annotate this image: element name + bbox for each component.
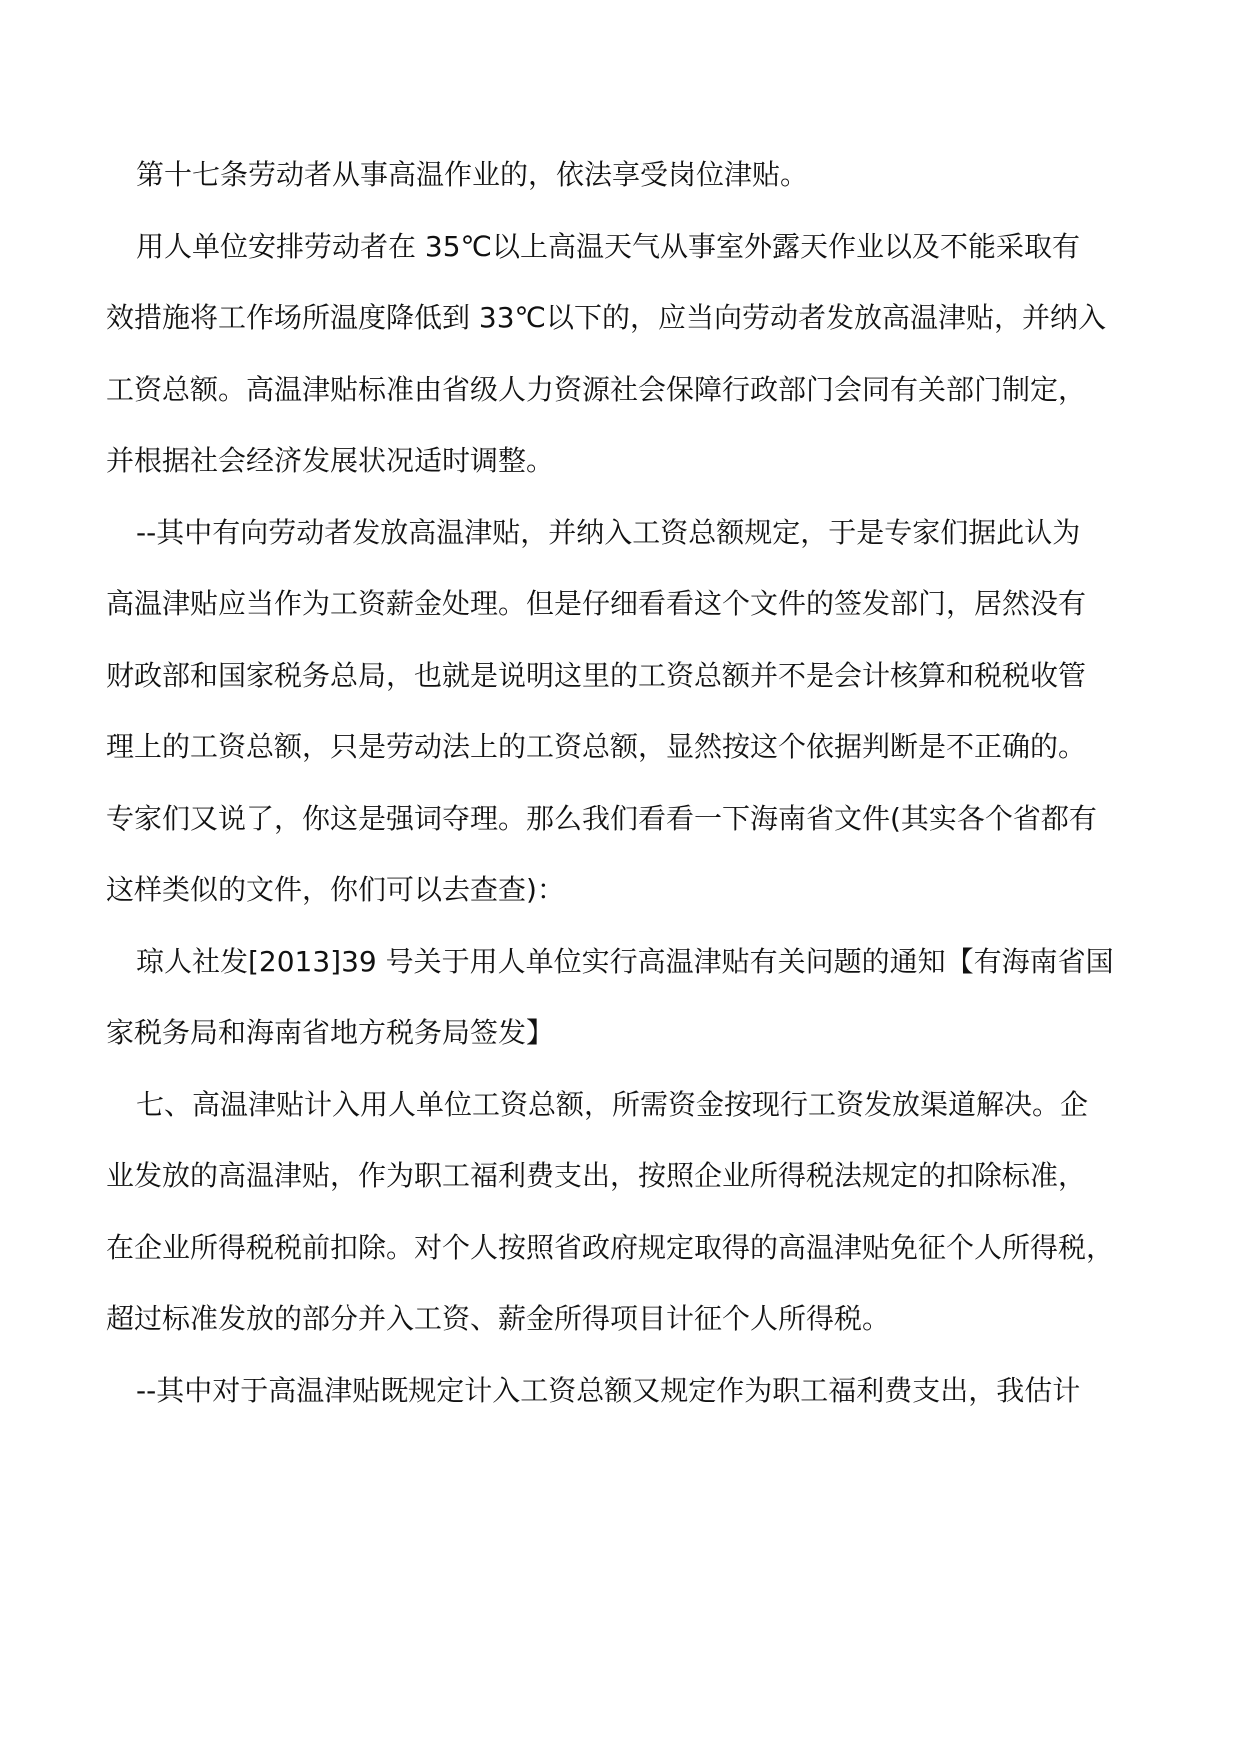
paragraph-3-line-4: 理上的工资总额，只是劳动法上的工资总额，显然按这个依据判断是不正确的。 xyxy=(106,730,1087,763)
paragraph-5-line-1: 七、高温津贴计入用人单位工资总额，所需资金按现行工资发放渠道解决。企 xyxy=(136,1088,1089,1121)
paragraph-3-line-5: 专家们又说了，你这是强词夺理。那么我们看看一下海南省文件(其实各个省都有 xyxy=(106,802,1097,835)
paragraph-6-line-1: --其中对于高温津贴既规定计入工资总额又规定作为职工福利费支出，我估计 xyxy=(136,1374,1081,1407)
paragraph-1-line-1: 第十七条劳动者从事高温作业的，依法享受岗位津贴。 xyxy=(136,158,809,191)
paragraph-2-line-4: 并根据社会经济发展状况适时调整。 xyxy=(106,444,555,477)
paragraph-4-line-1: 琼人社发[2013]39 号关于用人单位实行高温津贴有关问题的通知【有海南省国 xyxy=(136,945,1114,978)
paragraph-3-line-1: --其中有向劳动者发放高温津贴，并纳入工资总额规定，于是专家们据此认为 xyxy=(136,516,1081,549)
paragraph-2-line-2: 效措施将工作场所温度降低到 33℃以下的，应当向劳动者发放高温津贴，并纳入 xyxy=(106,301,1106,334)
paragraph-5-line-3: 在企业所得税税前扣除。对个人按照省政府规定取得的高温津贴免征个人所得税， xyxy=(106,1231,1115,1264)
paragraph-4-line-2: 家税务局和海南省地方税务局签发】 xyxy=(106,1016,555,1049)
paragraph-3-line-2: 高温津贴应当作为工资薪金处理。但是仔细看看这个文件的签发部门，居然没有 xyxy=(106,587,1087,620)
paragraph-2-line-3: 工资总额。高温津贴标准由省级人力资源社会保障行政部门会同有关部门制定， xyxy=(106,373,1087,406)
paragraph-3-line-6: 这样类似的文件，你们可以去查查)： xyxy=(106,873,565,906)
paragraph-2-line-1: 用人单位安排劳动者在 35℃以上高温天气从事室外露天作业以及不能采取有 xyxy=(136,230,1080,263)
paragraph-3-line-3: 财政部和国家税务总局，也就是说明这里的工资总额并不是会计核算和税税收管 xyxy=(106,659,1087,692)
paragraph-5-line-2: 业发放的高温津贴，作为职工福利费支出，按照企业所得税法规定的扣除标准， xyxy=(106,1159,1087,1192)
paragraph-5-line-4: 超过标准发放的部分并入工资、薪金所得项目计征个人所得税。 xyxy=(106,1302,891,1335)
